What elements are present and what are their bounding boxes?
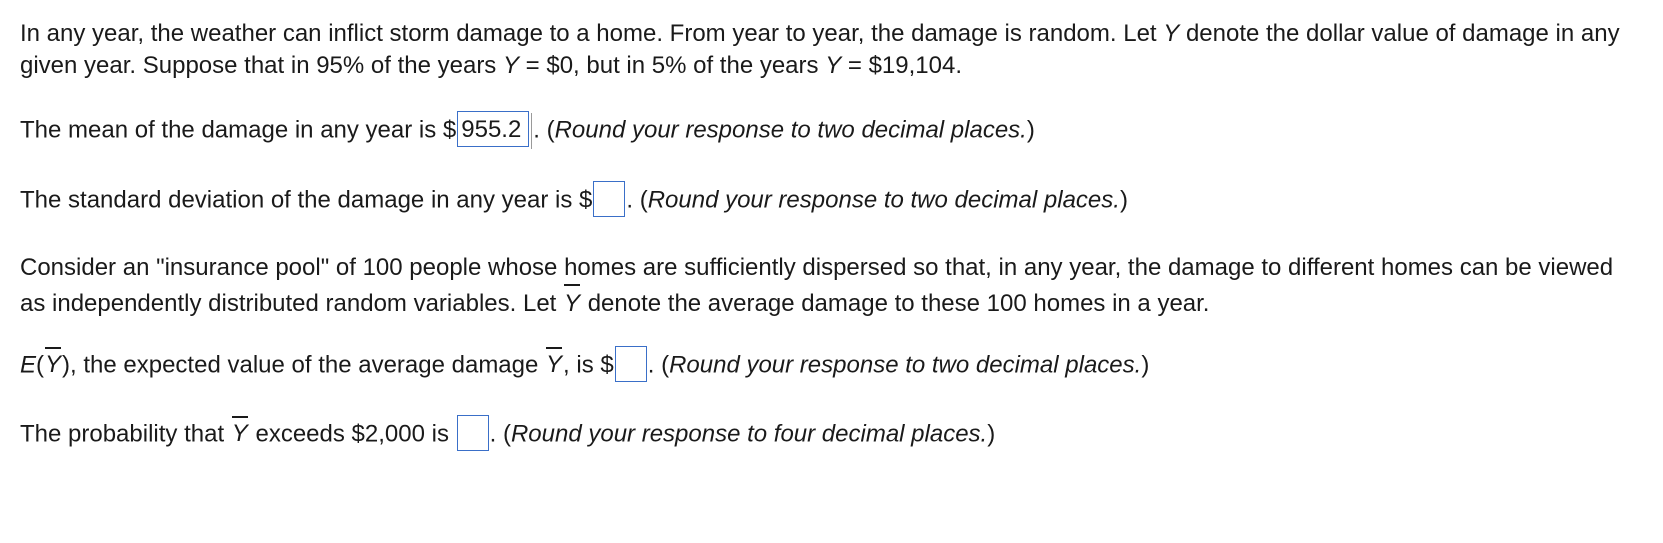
pool-text-1: Consider an "insurance pool" of 100 people whose homes are sufficiently dispersed so that, in any year, the damage to different homes can be viewed as independently distributed random variables. Let [20,254,1614,317]
mean-answer-box[interactable]: 955.2 [457,111,529,147]
sd-close: ) [1119,186,1128,214]
question-probability [20,417,1645,453]
intro-eq-1: = $0, but in 5% of the years [525,52,819,79]
mean-answer-wrap [456,113,532,149]
sd-instruction: Round your response to two decimal places. [647,186,1120,214]
open-paren: ( [36,351,45,379]
expect-instruction: Round your response to two decimal places. [669,351,1142,379]
prob-close: ) [987,420,996,448]
expectation-label: E [20,351,37,379]
expected-answer-box[interactable] [615,346,647,382]
y-bar-symbol: Y [563,286,581,322]
intro-text-2: denote the dollar value of damage in any given year. Suppose that in 95% of the years [20,20,1620,79]
intro-eq-2: = $19,104. [847,52,962,79]
mean-prefix: The mean of the damage in any year is $ [20,116,457,144]
pool-description [20,250,1645,322]
expect-text: ), the expected value of the average damage [62,351,539,379]
question-expected-value [20,348,1645,384]
prob-mid: exceeds $2,000 is [255,420,449,448]
prob-instruction: Round your response to four decimal places. [510,420,988,448]
expect-close: ) [1141,351,1150,379]
intro-text-1: In any year, the weather can inflict storm damage to a home. From year to year, the damage is random. Let [20,20,1157,47]
var-y: Y [1163,20,1180,47]
mean-instruction: Round your response to two decimal places. [554,116,1027,144]
sd-answer-box[interactable] [593,181,625,217]
var-y: Y [502,52,519,79]
mean-suffix: . ( [533,116,555,144]
y-bar-symbol: Y [44,349,62,381]
sd-suffix: . ( [626,186,648,214]
prob-prefix: The probability that [20,420,225,448]
pool-text-2: denote the average damage to these 100 homes in a year. [587,290,1210,317]
y-bar-symbol: Y [545,349,563,381]
prob-suffix: . ( [489,420,511,448]
question-mean [20,113,1645,149]
mean-close: ) [1026,116,1035,144]
probability-answer-box[interactable] [457,415,489,451]
y-bar-symbol: Y [231,418,249,450]
expect-mid: , is $ [563,351,614,379]
var-y: Y [825,52,842,79]
sd-prefix: The standard deviation of the damage in any year is $ [20,186,593,214]
question-sd [20,183,1645,219]
expect-suffix: . ( [647,351,670,379]
problem-intro [20,18,1645,82]
